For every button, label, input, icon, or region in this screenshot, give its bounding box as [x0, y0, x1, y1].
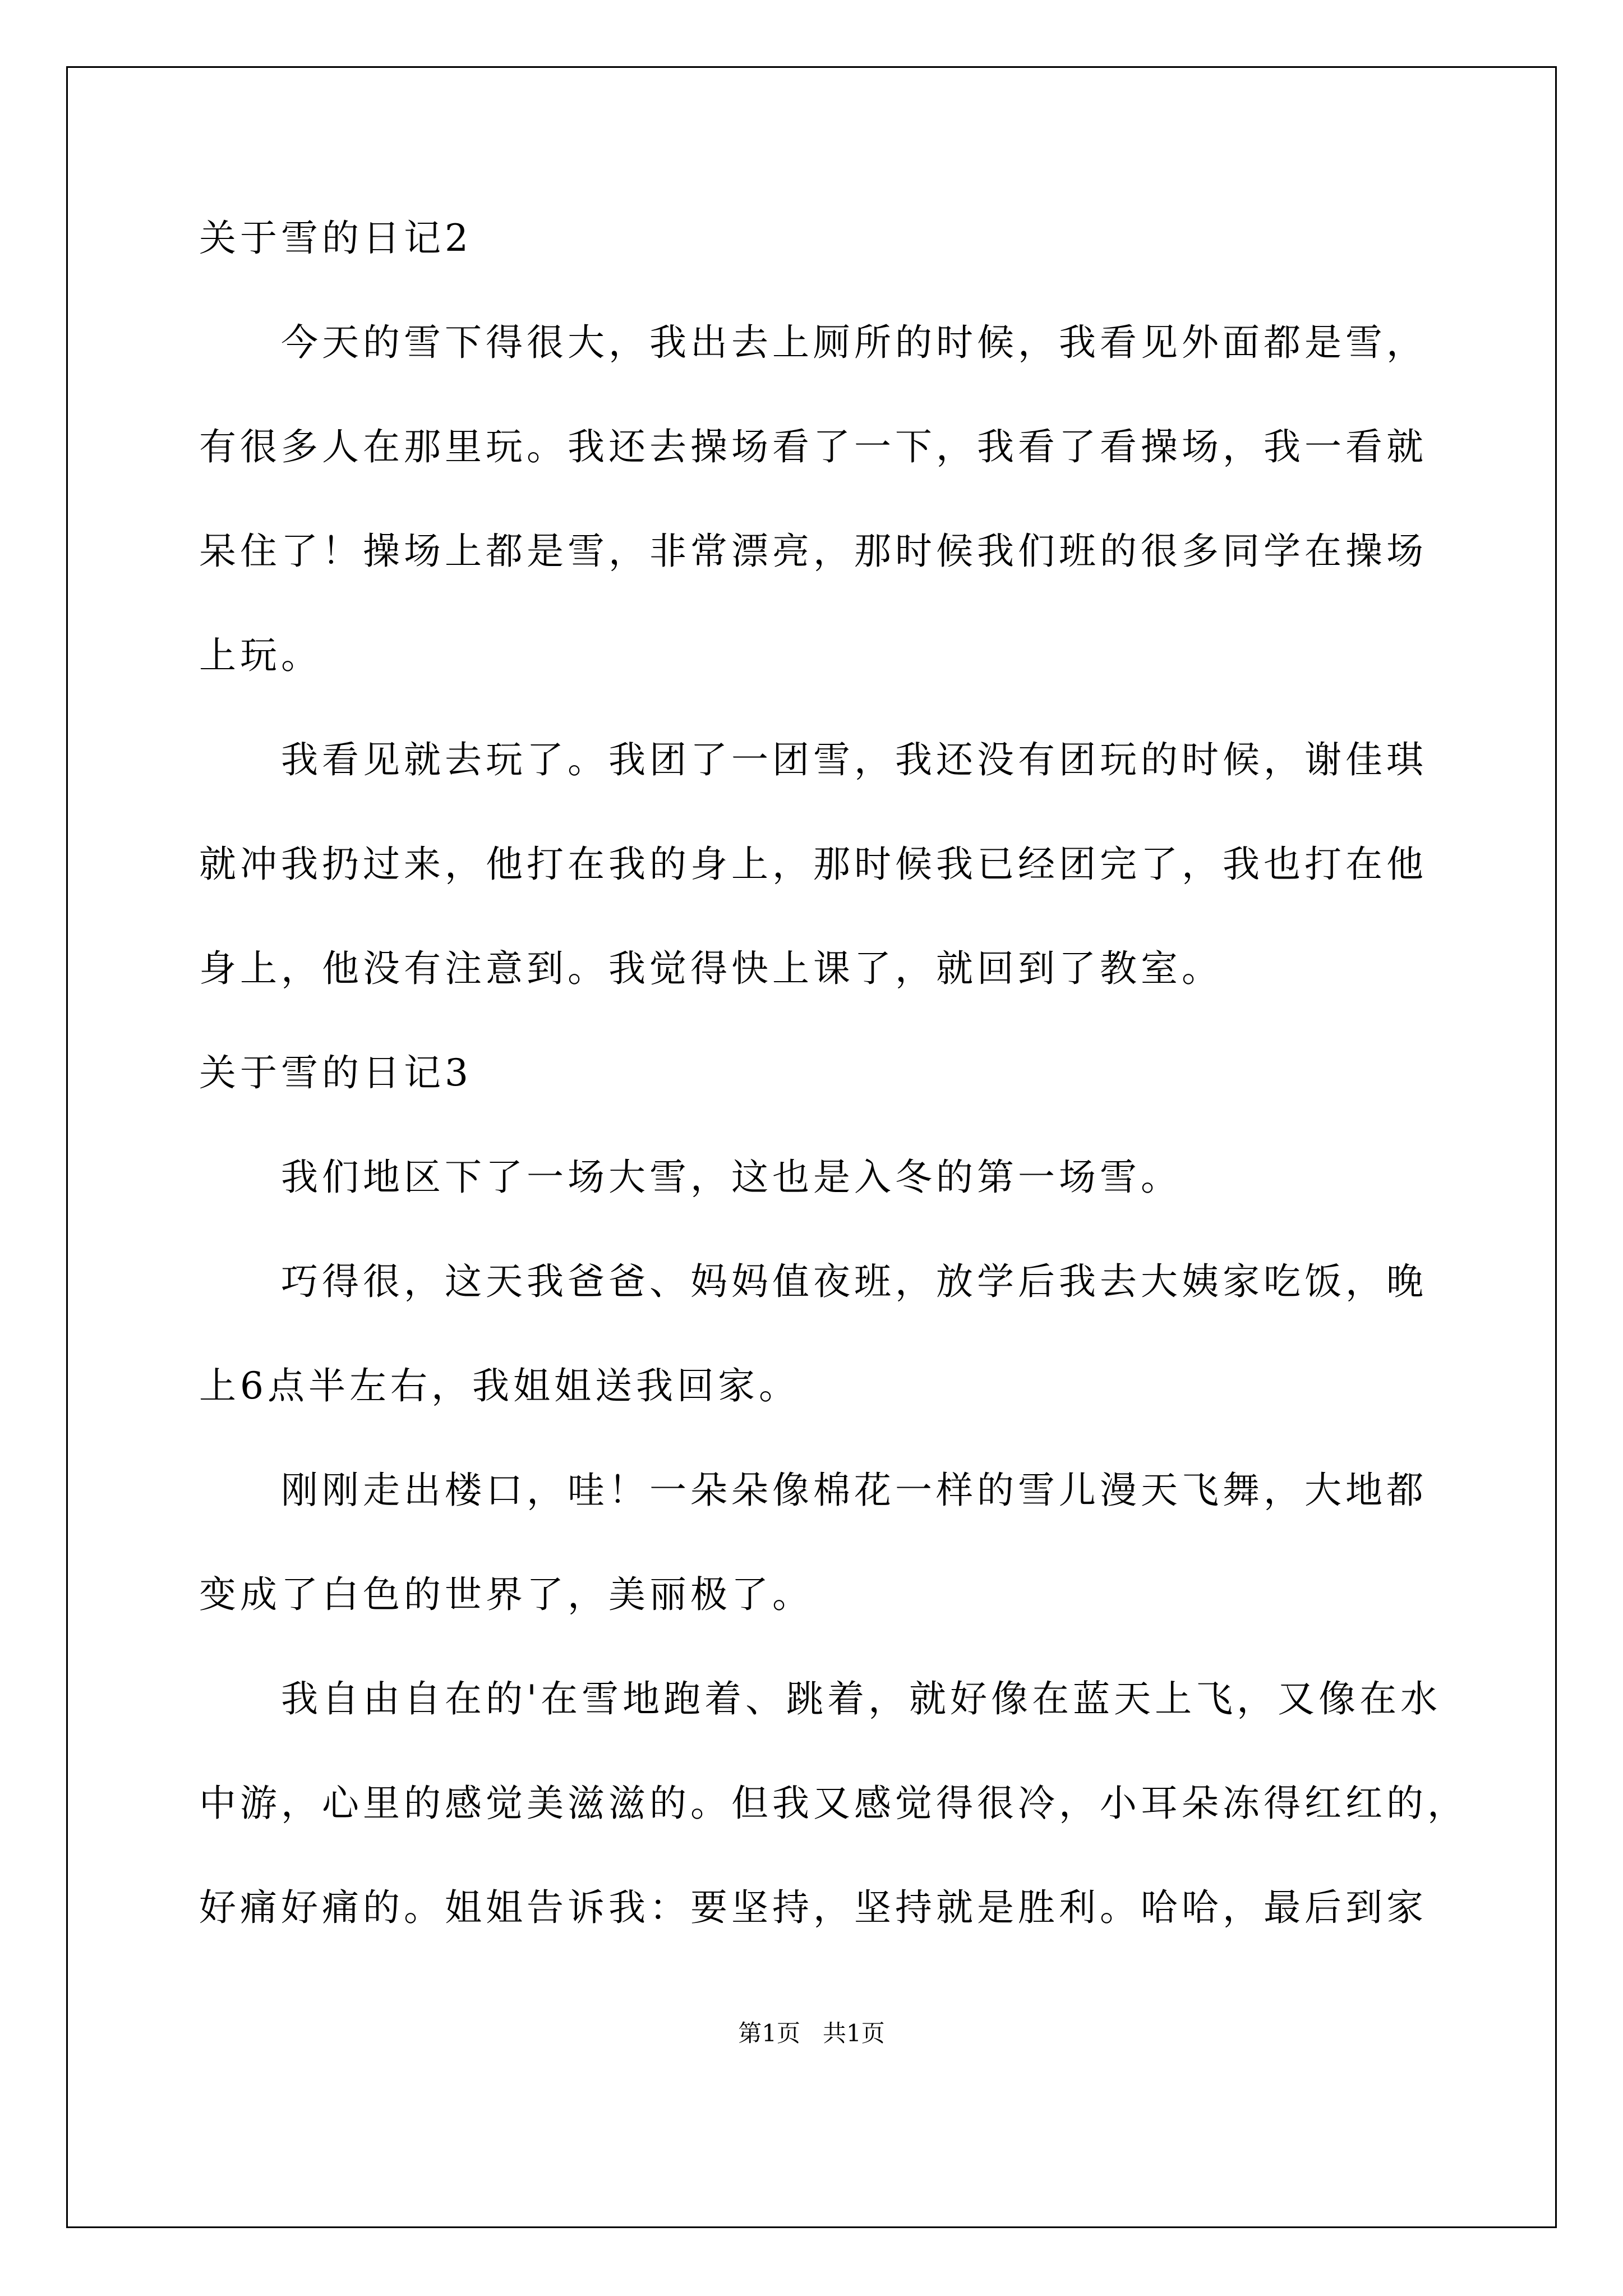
heading-diary-2: 关于雪的日记2	[199, 217, 472, 260]
paragraph-line: 中游，心里的感觉美滋滋的。但我又感觉得很冷，小耳朵冻得红红的，	[199, 1782, 1468, 1825]
paragraph-line: 呆住了！操场上都是雪，非常漂亮，那时候我们班的很多同学在操场	[199, 530, 1427, 573]
paragraph-line: 我看见就去玩了。我团了一团雪，我还没有团玩的时候，谢佳琪	[281, 738, 1427, 781]
paragraph-line: 我们地区下了一场大雪，这也是入冬的第一场雪。	[281, 1156, 1182, 1199]
document-body	[199, 217, 1468, 1994]
paragraph-line: 刚刚走出楼口，哇！一朵朵像棉花一样的雪儿漫天飞舞，大地都	[281, 1469, 1427, 1512]
paragraph-line: 有很多人在那里玩。我还去操场看了一下，我看了看操场，我一看就	[199, 425, 1427, 468]
paragraph-line: 巧得很，这天我爸爸、妈妈值夜班，放学后我去大姨家吃饭，晚	[281, 1260, 1427, 1303]
paragraph-line: 我自由自在的'在雪地跑着、跳着，就好像在蓝天上飞，又像在水	[281, 1677, 1442, 1720]
heading-diary-3: 关于雪的日记3	[199, 1051, 472, 1094]
page-total: 共1页	[823, 2019, 885, 2047]
paragraph-line: 就冲我扔过来，他打在我的身上，那时候我已经团完了，我也打在他	[199, 843, 1427, 886]
paragraph-line: 好痛好痛的。姐姐告诉我：要坚持，坚持就是胜利。哈哈，最后到家	[199, 1886, 1427, 1929]
page-number: 第1页	[738, 2019, 800, 2047]
paragraph-line: 上玩。	[199, 634, 322, 677]
paragraph-line: 变成了白色的世界了，美丽极了。	[199, 1573, 813, 1616]
page-footer	[0, 2015, 1623, 2049]
paragraph-line: 今天的雪下得很大，我出去上厕所的时候，我看见外面都是雪，	[281, 321, 1427, 364]
paragraph-line: 身上，他没有注意到。我觉得快上课了，就回到了教室。	[199, 947, 1223, 990]
paragraph-line: 上6点半左右，我姐姐送我回家。	[199, 1364, 800, 1407]
